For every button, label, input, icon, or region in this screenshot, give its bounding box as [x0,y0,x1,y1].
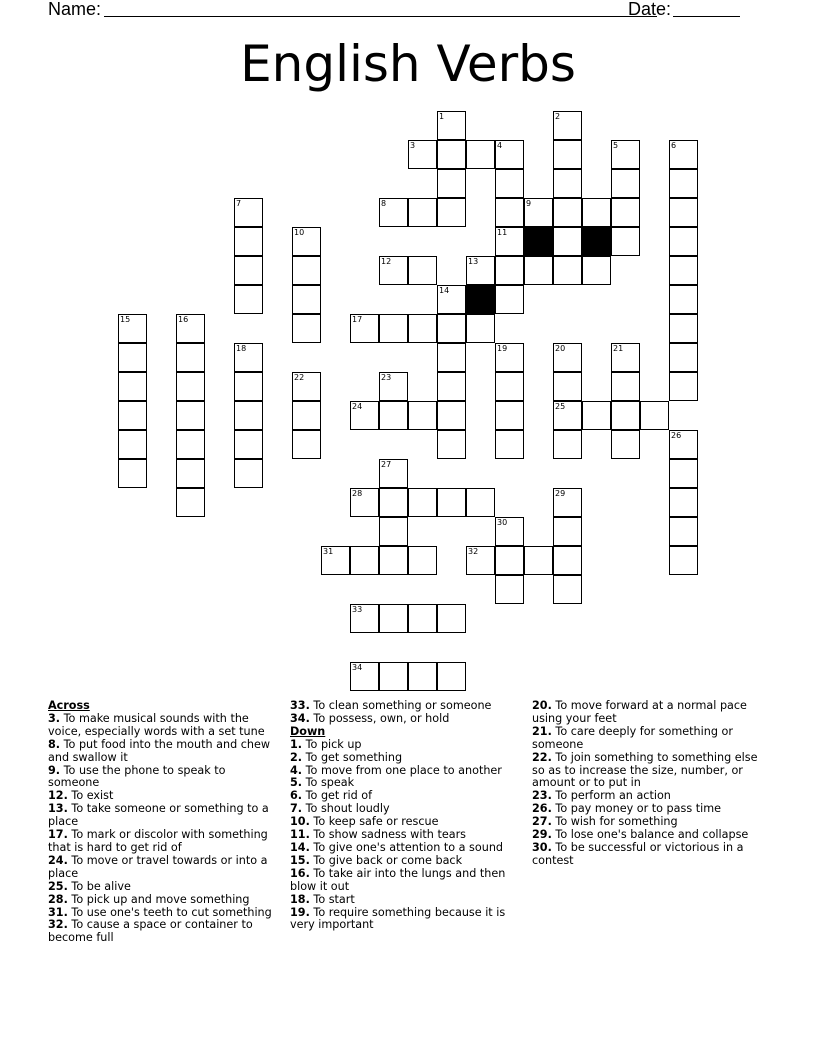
clue-number: 3. [48,711,61,725]
crossword-cell[interactable] [379,459,408,488]
crossword-cell[interactable] [176,430,205,459]
crossword-cell[interactable] [437,604,466,633]
clue-text: To be alive [71,879,131,893]
across-clue-list [48,713,278,945]
crossword-cell[interactable] [669,227,698,256]
clues-column-2 [290,700,520,932]
clue-item [532,726,767,752]
clue-text: To move from one place to another [305,763,502,777]
crossword-cell[interactable] [437,314,466,343]
blocked-cell [582,227,611,256]
clue-text: To shout loudly [305,802,390,816]
cell-number: 14 [439,286,450,295]
clue-text: To cause a space or container to become full [48,918,253,945]
crossword-cell[interactable] [669,488,698,517]
clue-number: 23. [532,789,552,803]
clue-number: 7. [290,802,303,816]
crossword-cell[interactable] [379,198,408,227]
clue-text: To perform an action [555,789,671,803]
crossword-cell[interactable] [553,256,582,285]
clue-text: To get rid of [305,789,373,803]
crossword-cell[interactable] [118,343,147,372]
crossword-cell[interactable] [640,401,669,430]
crossword-cell[interactable] [118,430,147,459]
crossword-cell[interactable] [437,198,466,227]
name-label: Name: [48,0,102,19]
clue-number: 1. [290,737,303,751]
crossword-cell[interactable] [611,140,640,169]
clue-number: 8. [48,737,61,751]
crossword-cell[interactable] [292,256,321,285]
cell-number: 34 [352,663,363,672]
cell-number: 15 [120,315,131,324]
crossword-cell[interactable] [234,401,263,430]
clue-number: 28. [48,892,68,906]
clue-number: 24. [48,853,68,867]
crossword-cell[interactable] [379,314,408,343]
page-title: English Verbs [240,35,576,93]
cell-number: 19 [497,344,508,353]
clue-text: To speak [305,776,355,790]
clue-text: To pick up [305,737,362,751]
crossword-cell[interactable] [408,314,437,343]
crossword-cell[interactable] [495,401,524,430]
crossword-cell[interactable] [321,546,350,575]
clue-item [532,842,767,868]
cell-number: 7 [236,199,242,208]
cell-number: 33 [352,605,363,614]
crossword-cell[interactable] [611,227,640,256]
cell-number: 22 [294,373,305,382]
crossword-cell[interactable] [118,372,147,401]
cell-number: 4 [497,141,503,150]
crossword-cell[interactable] [553,546,582,575]
clue-item [48,803,278,829]
blocked-cell [466,285,495,314]
crossword-cell[interactable] [611,169,640,198]
clue-number: 14. [290,840,310,854]
crossword-cell[interactable] [350,604,379,633]
clue-text: To clean something or someone [313,699,492,712]
cell-number: 11 [497,228,508,237]
crossword-cell[interactable] [176,401,205,430]
clue-text: To require something because it is very important [290,905,506,932]
crossword-cell[interactable] [669,343,698,372]
crossword-cell[interactable] [553,198,582,227]
clue-text: To take someone or something to a place [48,802,269,829]
cell-number: 30 [497,518,508,527]
crossword-cell[interactable] [176,488,205,517]
crossword-cell[interactable] [292,227,321,256]
crossword-cell[interactable] [553,575,582,604]
crossword-cell[interactable] [553,227,582,256]
crossword-cell[interactable] [553,169,582,198]
cell-number: 26 [671,431,682,440]
cell-number: 9 [526,199,532,208]
cell-number: 8 [381,199,387,208]
clue-text: To use the phone to speak to someone [48,763,226,790]
crossword-cell[interactable] [292,401,321,430]
clue-text: To wish for something [555,815,678,829]
clue-text: To keep safe or rescue [313,815,439,829]
cell-number: 24 [352,402,363,411]
crossword-cell[interactable] [611,372,640,401]
crossword-cell[interactable] [234,256,263,285]
clue-text: To take air into the lungs and then blow it out [290,866,506,893]
clue-number: 34. [290,711,310,725]
crossword-cell[interactable] [176,343,205,372]
crossword-cell[interactable] [611,430,640,459]
cell-number: 20 [555,344,566,353]
crossword-cell[interactable] [553,372,582,401]
crossword-cell[interactable] [553,488,582,517]
crossword-cell[interactable] [495,430,524,459]
clue-number: 30. [532,840,552,854]
crossword-cell[interactable] [524,256,553,285]
crossword-cell[interactable] [669,546,698,575]
crossword-cell[interactable] [408,256,437,285]
clue-number: 22. [532,750,552,764]
cell-number: 32 [468,547,479,556]
cell-number: 12 [381,257,392,266]
crossword-cell[interactable] [582,256,611,285]
clue-number: 11. [290,828,310,842]
clue-number: 33. [290,699,310,712]
crossword-cell[interactable] [553,401,582,430]
clue-text: To care deeply for something or someone [532,724,733,751]
clue-number: 2. [290,750,303,764]
crossword-cell[interactable] [350,546,379,575]
crossword-cell[interactable] [437,488,466,517]
cell-number: 6 [671,141,677,150]
cell-number: 1 [439,112,445,121]
crossword-cell[interactable] [495,256,524,285]
crossword-cell[interactable] [437,140,466,169]
crossword-cell[interactable] [495,198,524,227]
crossword-cell[interactable] [234,227,263,256]
crossword-cell[interactable] [408,488,437,517]
clue-number: 31. [48,905,68,919]
clue-text: To join something to something else so as to increase the size, number, or amount or to put in [532,750,758,790]
crossword-cell[interactable] [408,546,437,575]
clue-item [48,765,278,791]
cell-number: 3 [410,141,416,150]
crossword-cell[interactable] [379,546,408,575]
clue-text: To use one's teeth to cut something [71,905,272,919]
clue-number: 26. [532,802,552,816]
crossword-cell[interactable] [669,256,698,285]
crossword-cell[interactable] [669,517,698,546]
clue-text: To move or travel towards or into a place [48,853,268,880]
cell-number: 13 [468,257,479,266]
crossword-cell[interactable] [379,604,408,633]
crossword-cell[interactable] [669,459,698,488]
clue-number: 25. [48,879,68,893]
cell-number: 10 [294,228,305,237]
clue-text: To give one's attention to a sound [313,840,504,854]
crossword-cell[interactable] [669,314,698,343]
clue-item [48,855,278,881]
down-clue-list-continued [532,700,767,868]
crossword-cell[interactable] [408,604,437,633]
crossword-cell[interactable] [553,430,582,459]
clue-item [290,713,520,726]
clue-item [290,907,520,933]
crossword-cell[interactable] [437,111,466,140]
clue-item [48,713,278,739]
cell-number: 5 [613,141,619,150]
clue-number: 18. [290,892,310,906]
cell-number: 27 [381,460,392,469]
crossword-cell[interactable] [669,372,698,401]
clue-text: To mark or discolor with something that is hard to get rid of [48,828,268,854]
clues-column-1 [48,700,278,945]
crossword-cell[interactable] [437,169,466,198]
crossword-cell[interactable] [379,372,408,401]
crossword-cell[interactable] [553,517,582,546]
across-clue-list-continued [290,700,520,726]
crossword-cell[interactable] [437,343,466,372]
crossword-cell[interactable] [669,140,698,169]
clue-number: 17. [48,828,68,842]
cell-number: 17 [352,315,363,324]
crossword-cell[interactable] [408,198,437,227]
crossword-cell[interactable] [234,198,263,227]
clue-number: 5. [290,776,303,790]
clue-number: 10. [290,815,310,829]
clue-text: To move forward at a normal pace using your feet [532,699,747,725]
clue-number: 12. [48,789,68,803]
crossword-cell[interactable] [495,575,524,604]
crossword-cell[interactable] [495,343,524,372]
crossword-cell[interactable] [118,401,147,430]
clue-text: To give back or come back [313,853,463,867]
cell-number: 23 [381,373,392,382]
crossword-cell[interactable] [437,372,466,401]
crossword-cell[interactable] [292,372,321,401]
clue-text: To put food into the mouth and chew and swallow it [48,737,271,764]
crossword-cell[interactable] [176,459,205,488]
cell-number: 16 [178,315,189,324]
cell-number: 29 [555,489,566,498]
crossword-cell[interactable] [437,662,466,691]
crossword-cell[interactable] [524,546,553,575]
crossword-cell[interactable] [408,662,437,691]
clue-number: 9. [48,763,61,777]
crossword-cell[interactable] [669,430,698,459]
clues-column-3 [532,700,767,868]
crossword-cell[interactable] [495,372,524,401]
clue-number: 19. [290,905,310,919]
crossword-cell[interactable] [669,198,698,227]
crossword-cell[interactable] [234,372,263,401]
cell-number: 28 [352,489,363,498]
crossword-cell[interactable] [495,169,524,198]
cell-number: 31 [323,547,334,556]
crossword-cell[interactable] [350,488,379,517]
clue-number: 6. [290,789,303,803]
clue-number: 15. [290,853,310,867]
clue-number: 13. [48,802,68,816]
crossword-cell[interactable] [466,546,495,575]
crossword-cell[interactable] [582,198,611,227]
cell-number: 2 [555,112,561,121]
crossword-cell[interactable] [234,430,263,459]
clue-number: 32. [48,918,68,932]
clue-text: To make musical sounds with the voice, especially words with a set tune [48,711,265,738]
crossword-cell[interactable] [466,140,495,169]
crossword-cell[interactable] [379,517,408,546]
crossword-cell[interactable] [466,488,495,517]
clue-number: 21. [532,724,552,738]
crossword-cell[interactable] [350,662,379,691]
crossword-cell[interactable] [176,372,205,401]
crossword-cell[interactable] [495,546,524,575]
crossword-cell[interactable] [495,227,524,256]
crossword-cell[interactable] [379,662,408,691]
crossword-cell[interactable] [292,430,321,459]
clue-text: To exist [71,789,114,803]
clue-number: 20. [532,699,552,712]
clue-item [48,739,278,765]
down-heading: Down [290,724,326,738]
crossword-cell[interactable] [350,314,379,343]
clue-item [48,919,278,945]
clue-text: To pay money or to pass time [555,802,721,816]
crossword-cell[interactable] [495,517,524,546]
cell-number: 21 [613,344,624,353]
crossword-cell[interactable] [466,256,495,285]
down-clue-list [290,739,520,933]
clue-item [532,752,767,791]
crossword-cell[interactable] [118,459,147,488]
date-label: Date: [628,0,672,19]
crossword-cell[interactable] [408,140,437,169]
cell-number: 18 [236,344,247,353]
clue-number: 29. [532,828,552,842]
crossword-cell[interactable] [553,140,582,169]
clue-number: 27. [532,815,552,829]
clue-text: To pick up and move something [71,892,250,906]
clue-number: 4. [290,763,303,777]
clue-text: To show sadness with tears [313,828,467,842]
crossword-cell[interactable] [234,343,263,372]
crossword-cell[interactable] [669,285,698,314]
crossword-cell[interactable] [379,256,408,285]
blocked-cell [524,227,553,256]
crossword-cell[interactable] [379,488,408,517]
crossword-cell[interactable] [582,401,611,430]
crossword-cell[interactable] [611,401,640,430]
clue-text: To possess, own, or hold [313,711,450,725]
crossword-cell[interactable] [234,459,263,488]
crossword-cell[interactable] [176,314,205,343]
crossword-cell[interactable] [553,343,582,372]
crossword-cell[interactable] [466,314,495,343]
clue-text: To start [313,892,355,906]
crossword-cell[interactable] [118,314,147,343]
clue-text: To be successful or victorious in a contest [532,840,744,867]
crossword-cell[interactable] [292,314,321,343]
crossword-cell[interactable] [437,430,466,459]
crossword-cell[interactable] [350,401,379,430]
clue-item [290,868,520,894]
crossword-cell[interactable] [524,198,553,227]
crossword-cell[interactable] [495,285,524,314]
crossword-cell[interactable] [379,401,408,430]
crossword-cell[interactable] [437,401,466,430]
crossword-cell[interactable] [292,285,321,314]
crossword-cell[interactable] [553,111,582,140]
crossword-cell[interactable] [495,140,524,169]
clue-text: To lose one's balance and collapse [555,828,749,842]
crossword-cell[interactable] [611,198,640,227]
crossword-cell[interactable] [611,343,640,372]
crossword-cell[interactable] [408,401,437,430]
clue-number: 16. [290,866,310,880]
crossword-cell[interactable] [669,169,698,198]
across-heading: Across [48,699,90,712]
cell-number: 25 [555,402,566,411]
clue-text: To get something [305,750,403,764]
crossword-cell[interactable] [437,285,466,314]
clue-item [48,829,278,855]
crossword-cell[interactable] [234,285,263,314]
clue-item [532,700,767,726]
